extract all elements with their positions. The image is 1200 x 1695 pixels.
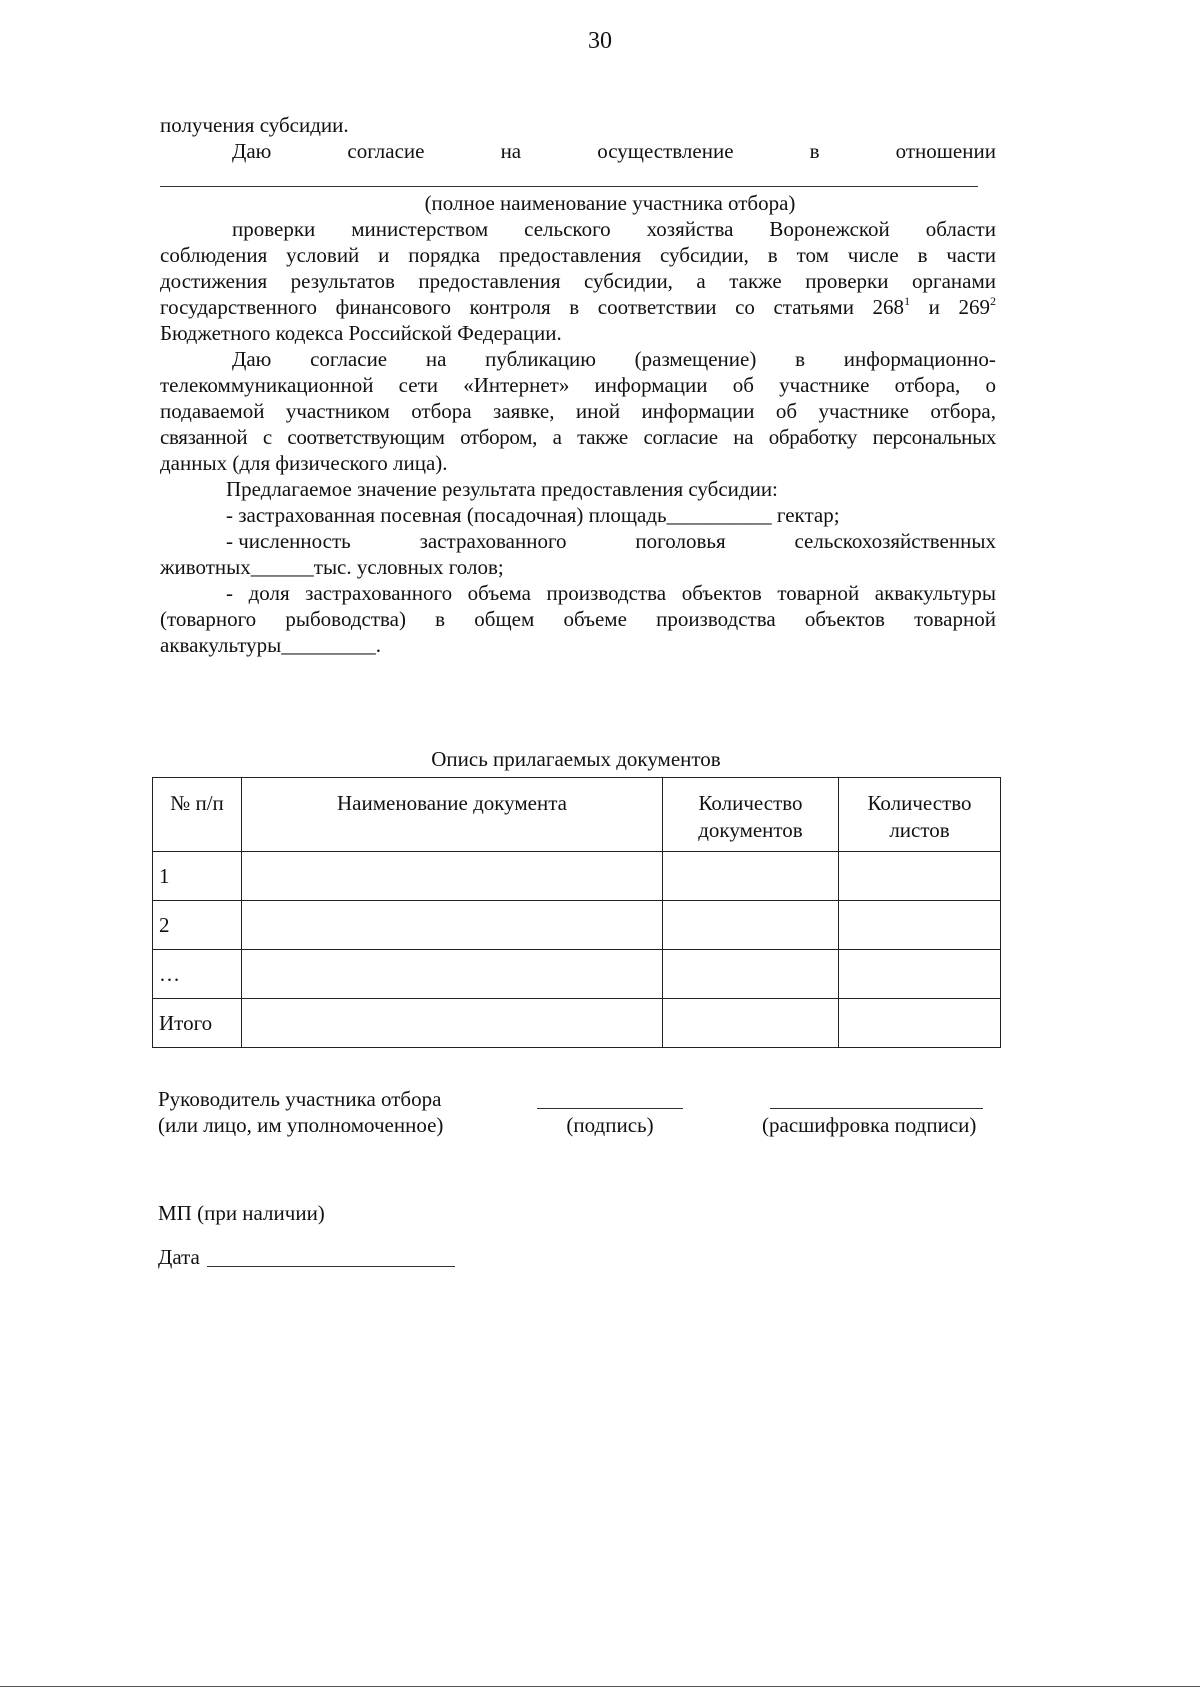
check-line-2: соблюдения условий и порядка предоставления субсидии, в том числе в части — [160, 243, 996, 267]
pub-word: согласие — [310, 347, 388, 371]
check-line-5: Бюджетного кодекса Российской Федерации. — [160, 321, 562, 345]
pub-word: информационно- — [843, 347, 996, 371]
aqua-word: объеме — [563, 607, 627, 631]
row-doc-count-cell — [663, 901, 839, 950]
signature-decode-line — [770, 1108, 983, 1109]
participant-caption: (полное наименование участника отбора) — [424, 191, 796, 215]
table-header-row — [153, 778, 1001, 852]
row-number-cell: 2 — [153, 901, 242, 950]
publication-line-3: подаваемой участником отбора заявке, иной информации об участнике отбора, — [160, 399, 996, 423]
consent-word: на — [500, 139, 522, 163]
livestock-word: поголовья — [635, 529, 726, 553]
table-title: Опись прилагаемых документов — [431, 747, 721, 771]
header-doc-count: Количество документов — [663, 778, 839, 852]
head-line-1: Руководитель участника отбора — [158, 1087, 442, 1111]
date-label: Дата — [158, 1245, 200, 1269]
consent-word: осуществление — [597, 139, 734, 163]
signature-caption: (подпись) — [566, 1113, 654, 1137]
participant-name-line — [160, 186, 978, 187]
check-word: Воронежской — [769, 217, 890, 241]
page-bottom-edge — [0, 1686, 1200, 1687]
aqua-word: (товарного — [160, 607, 257, 631]
consent-word: Даю — [232, 139, 272, 163]
head-line-2: (или лицо, им уполномоченное) — [158, 1113, 444, 1137]
table-row — [153, 852, 1001, 901]
consent-word: отношении — [895, 139, 996, 163]
row-name-cell — [242, 950, 663, 999]
check-word: проверки — [232, 217, 316, 241]
row-name-cell — [242, 852, 663, 901]
signature-line — [537, 1108, 683, 1109]
check-line-4-text: государственного финансового контроля в соответствии со статьями 268 — [160, 295, 905, 319]
aqua-word: в — [435, 607, 446, 631]
check-word: хозяйства — [646, 217, 734, 241]
row-doc-count-cell — [663, 852, 839, 901]
livestock-word: - численность — [226, 529, 351, 553]
consent-word: в — [809, 139, 820, 163]
result-area: - застрахованная посевная (посадочная) площадь__________ гектар; — [226, 503, 840, 527]
pub-word: Даю — [232, 347, 272, 371]
publication-line-1 — [232, 346, 996, 374]
row-number-cell: … — [153, 950, 242, 999]
signature-decode-caption: (расшифровка подписи) — [762, 1113, 977, 1137]
consent-word: согласие — [347, 139, 425, 163]
row-sheet-count-cell — [839, 852, 1001, 901]
header-sheet-count: Количество листов — [839, 778, 1001, 852]
aqua-word: общем — [474, 607, 535, 631]
row-sheet-count-cell — [839, 901, 1001, 950]
check-word: области — [925, 217, 996, 241]
row-number-cell: 1 — [153, 852, 242, 901]
header-number: № п/п — [153, 778, 242, 852]
page-number: 30 — [588, 28, 612, 54]
row-doc-count-cell — [663, 950, 839, 999]
result-aqua-line-2 — [160, 606, 996, 634]
publication-line-2: телекоммуникационной сети «Интернет» информации об участнике отбора, о — [160, 373, 996, 397]
table-row — [153, 901, 1001, 950]
pub-word: в — [795, 347, 805, 371]
check-word: министерством — [351, 217, 489, 241]
result-livestock-line-2: животных______тыс. условных голов; — [160, 555, 504, 579]
result-livestock-line-1 — [226, 528, 996, 556]
aqua-word: производства — [656, 607, 776, 631]
pub-word: на — [425, 347, 447, 371]
aqua-word: рыбоводства) — [285, 607, 406, 631]
check-word: сельского — [524, 217, 611, 241]
total-sheet-count-cell — [839, 999, 1001, 1048]
aqua-word: объектов — [804, 607, 885, 631]
pub-word: публикацию — [485, 347, 596, 371]
stamp-label: МП (при наличии) — [158, 1201, 325, 1225]
check-line-4-mid: и 269 — [910, 295, 990, 319]
superscript-2: 2 — [990, 294, 996, 308]
superscript-1: 1 — [904, 294, 911, 308]
header-name: Наименование документа — [242, 778, 663, 852]
result-aqua-line-1: - доля застрахованного объема производства объектов товарной аквакультуры — [226, 581, 996, 605]
livestock-word: сельскохозяйственных — [794, 529, 996, 553]
pub-word: (размещение) — [634, 347, 757, 371]
aqua-word: товарной — [914, 607, 996, 631]
table-total-row — [153, 999, 1001, 1048]
publication-line-4: связанной с соответствующим отбором, а также согласие на обработку персональных — [160, 425, 996, 449]
result-aqua-line-3: аквакультуры_________. — [160, 633, 381, 657]
row-name-cell — [242, 901, 663, 950]
table-row — [153, 950, 1001, 999]
livestock-word: застрахованного — [419, 529, 567, 553]
result-heading: Предлагаемое значение результата предоставления субсидии: — [226, 477, 778, 501]
consent-check-line — [232, 138, 996, 166]
check-line-1 — [232, 216, 996, 244]
check-line-4 — [160, 294, 996, 322]
row-sheet-count-cell — [839, 950, 1001, 999]
date-line — [207, 1266, 455, 1267]
total-name-cell — [242, 999, 663, 1048]
total-doc-count-cell — [663, 999, 839, 1048]
intro-line: получения субсидии. — [160, 113, 349, 137]
check-line-3: достижения результатов предоставления субсидии, а также проверки органами — [160, 269, 996, 293]
documents-table — [152, 777, 1001, 1048]
publication-line-5: данных (для физического лица). — [160, 451, 448, 475]
total-label-cell: Итого — [153, 999, 242, 1048]
